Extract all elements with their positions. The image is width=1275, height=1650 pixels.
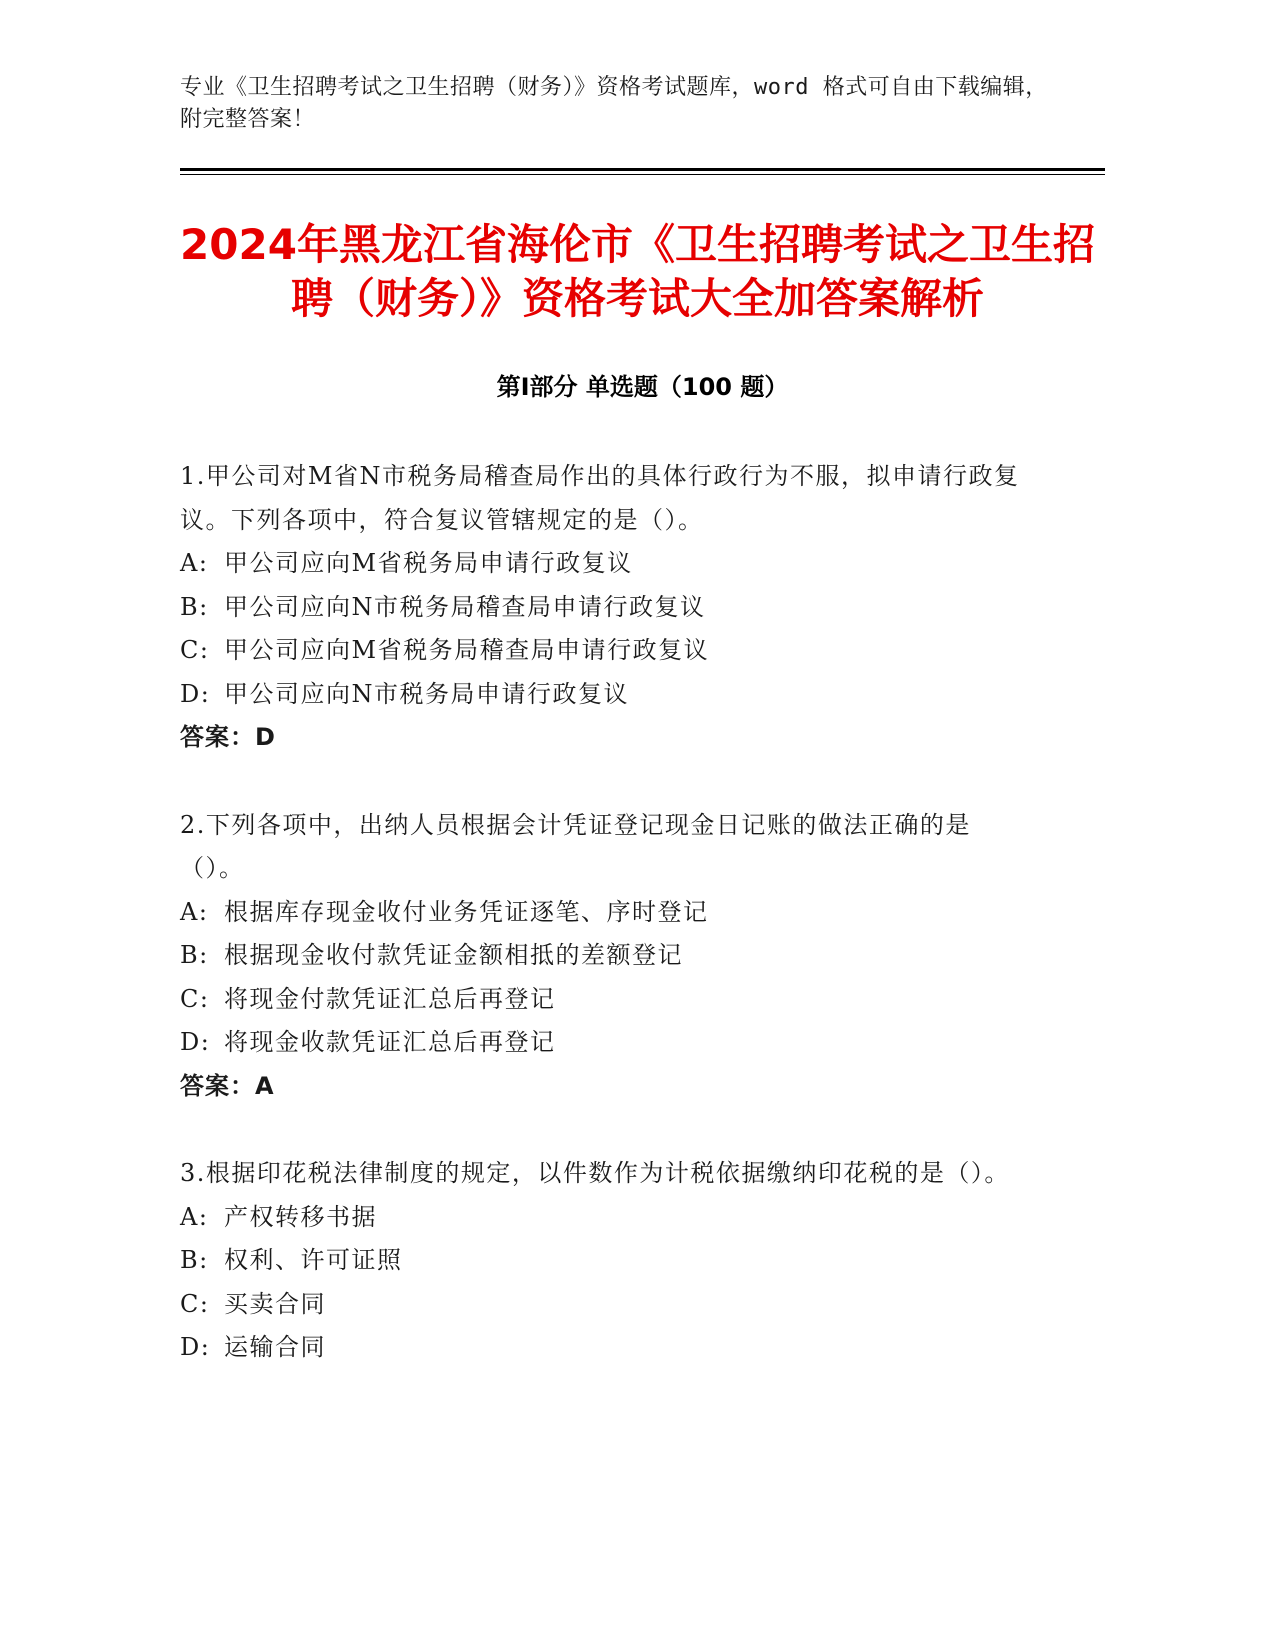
option-letter: A: — [180, 1202, 209, 1231]
question-stem: 2.下列各项中，出纳人员根据会计凭证登记现金日记账的做法正确的是（）。 — [180, 810, 971, 882]
option-letter: C: — [180, 1289, 210, 1318]
question-list — [180, 455, 1030, 1414]
option-letter: D: — [180, 1028, 211, 1056]
option-letter: A: — [180, 549, 209, 577]
option-d — [180, 1021, 1030, 1065]
header-note: 专业《卫生招聘考试之卫生招聘（财务）》资格考试题库，word 格式可自由下载编辑，附完整答案！ — [180, 75, 1048, 132]
option-text: 运输合同 — [224, 1333, 326, 1361]
option-b — [180, 586, 1030, 630]
option-d — [180, 673, 1030, 717]
option-letter: C: — [180, 984, 210, 1013]
option-letter: B: — [180, 1246, 209, 1274]
option-text: 根据现金收付款凭证金额相抵的差额登记 — [224, 941, 683, 969]
option-letter: B: — [180, 592, 209, 621]
option-text: 买卖合同 — [224, 1289, 326, 1318]
option-c — [180, 978, 1030, 1022]
option-text: 将现金付款凭证汇总后再登记 — [224, 984, 556, 1013]
question-3 — [180, 1152, 1030, 1370]
option-letter: B: — [180, 941, 209, 969]
option-b — [180, 934, 1030, 978]
option-b — [180, 1239, 1030, 1283]
question-2 — [180, 804, 1030, 1109]
option-text: 将现金收款凭证汇总后再登记 — [224, 1028, 556, 1056]
option-letter: C: — [180, 636, 210, 664]
option-text: 权利、许可证照 — [224, 1246, 403, 1274]
option-letter: A: — [180, 897, 209, 926]
option-text: 甲公司应向M省税务局稽查局申请行政复议 — [224, 636, 710, 664]
option-text: 产权转移书据 — [224, 1202, 377, 1231]
section-title: 第Ⅰ部分 单选题（100 题） — [496, 373, 789, 401]
option-letter: D: — [180, 1333, 211, 1361]
option-c — [180, 1283, 1030, 1327]
option-c — [180, 629, 1030, 673]
document-title: 2024年黑龙江省海伦市《卫生招聘考试之卫生招聘（财务）》资格考试大全加答案解析 — [180, 220, 1095, 323]
option-a — [180, 1196, 1030, 1240]
option-d — [180, 1326, 1030, 1370]
option-text: 甲公司应向N市税务局申请行政复议 — [224, 679, 629, 708]
option-letter: D: — [180, 679, 211, 708]
option-text: 根据库存现金收付业务凭证逐笔、序时登记 — [224, 897, 709, 926]
answer: 答案：D — [180, 723, 276, 751]
question-1 — [180, 455, 1030, 760]
option-a — [180, 891, 1030, 935]
option-text: 甲公司应向M省税务局申请行政复议 — [224, 549, 633, 577]
option-text: 甲公司应向N市税务局稽查局申请行政复议 — [224, 592, 706, 621]
header-divider-thin — [180, 174, 1105, 175]
answer: 答案：A — [180, 1071, 275, 1100]
question-stem: 1.甲公司对M省N市税务局稽查局作出的具体行政行为不服，拟申请行政复议。下列各项中，符合复议管辖规定的是（）。 — [180, 462, 1020, 534]
question-stem: 3.根据印花税法律制度的规定，以件数作为计税依据缴纳印花税的是（）。 — [180, 1159, 1010, 1187]
option-a — [180, 542, 1030, 586]
header-divider-thick — [180, 168, 1105, 171]
